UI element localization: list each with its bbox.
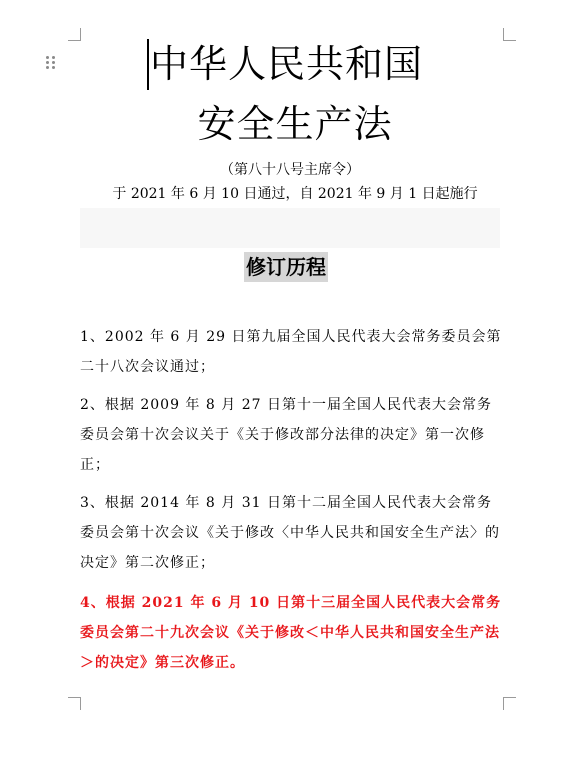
revision-history-heading[interactable]: 修订历程: [244, 252, 328, 282]
page-corner-mark-top-right: [503, 28, 516, 41]
revision-item-1[interactable]: 1、2002 年 6 月 29 日第九届全国人民代表大会常务委员会第二十八次会议通过；: [80, 329, 502, 375]
page-corner-mark-bottom-right: [503, 697, 516, 710]
page-corner-mark-bottom-left: [68, 697, 81, 710]
passed-effective-dates[interactable]: 于 2021 年 6 月 10 日通过，自 2021 年 9 月 1 日起施行: [112, 186, 478, 202]
blank-shaded-paragraph: [80, 208, 500, 248]
revision-item-2[interactable]: 2、根据 2009 年 8 月 27 日第十一届全国人民代表大会常务委员会第十次会议关于《关于修改部分法律的决定》第一次修正；: [80, 397, 492, 473]
revision-item-4[interactable]: 4、根据 2021 年 6 月 10 日第十三届全国人民代表大会常务委员会第二十九次会议《关于修改＜中华人民共和国安全生产法＞的决定》第三次修正。: [80, 595, 502, 671]
presidential-order[interactable]: （第八十八号主席令）: [220, 162, 360, 178]
drag-handle-icon[interactable]: [46, 56, 56, 70]
page-corner-mark-top-left: [68, 28, 81, 41]
document-title-line2[interactable]: 安全生产法: [197, 102, 393, 146]
revision-item-3[interactable]: 3、根据 2014 年 8 月 31 日第十二届全国人民代表大会常务委员会第十次会议《关于修改〈中华人民共和国安全生产法〉的决定》第二次修正；: [80, 495, 500, 571]
document-title-line1[interactable]: 中华人民共和国: [150, 42, 424, 86]
text-cursor: [147, 39, 149, 90]
